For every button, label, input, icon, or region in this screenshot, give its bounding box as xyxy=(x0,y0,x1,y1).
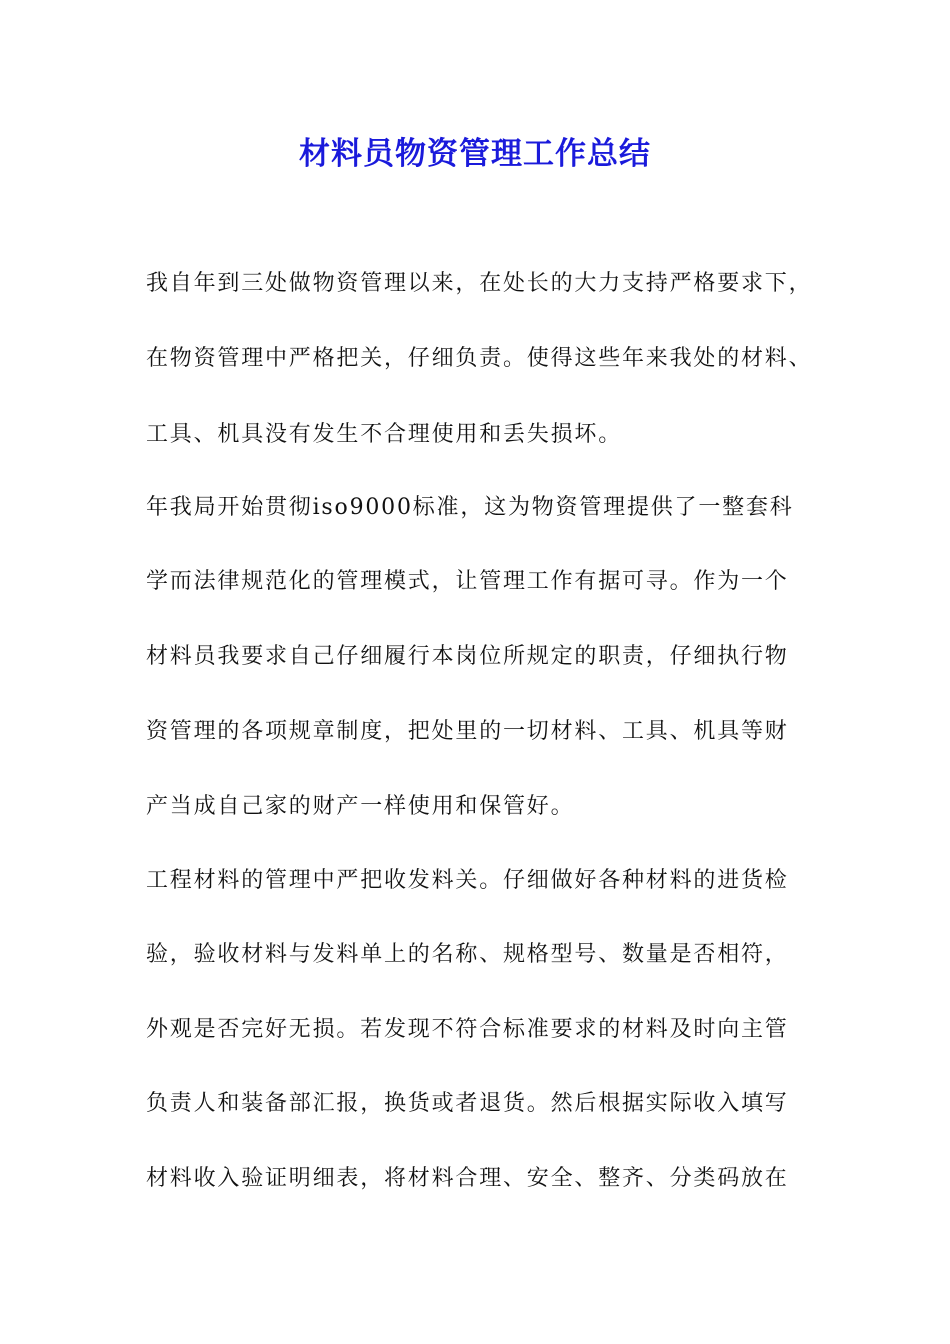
body-line-9: 工程材料的管理中严把收发料关。仔细做好各种材料的进货检 xyxy=(146,868,789,893)
body-line-4: 年我局开始贯彻iso9000标准，这为物资管理提供了一整套科 xyxy=(146,495,794,520)
body-line-10: 验，验收材料与发料单上的名称、规格型号、数量是否相符， xyxy=(146,942,789,967)
body-line-2: 在物资管理中严格把关，仔细负责。使得这些年来我处的材料、 xyxy=(146,346,813,371)
body-line-8: 产当成自己家的财产一样使用和保管好。 xyxy=(146,794,575,819)
body-line-13: 材料收入验证明细表，将材料合理、安全、整齐、分类码放在 xyxy=(146,1166,789,1191)
body-line-11: 外观是否完好无损。若发现不符合标准要求的材料及时向主管 xyxy=(146,1017,789,1042)
document-title: 材料员物资管理工作总结 xyxy=(299,136,651,172)
body-line-7: 资管理的各项规章制度，把处里的一切材料、工具、机具等财 xyxy=(146,719,789,744)
body-line-12: 负责人和装备部汇报，换货或者退货。然后根据实际收入填写 xyxy=(146,1091,789,1116)
body-line-1: 我自年到三处做物资管理以来，在处长的大力支持严格要求下， xyxy=(146,271,813,296)
body-line-6: 材料员我要求自己仔细履行本岗位所规定的职责，仔细执行物 xyxy=(146,644,789,669)
body-line-5: 学而法律规范化的管理模式，让管理工作有据可寻。作为一个 xyxy=(146,569,789,594)
body-line-3: 工具、机具没有发生不合理使用和丢失损坏。 xyxy=(146,422,623,447)
